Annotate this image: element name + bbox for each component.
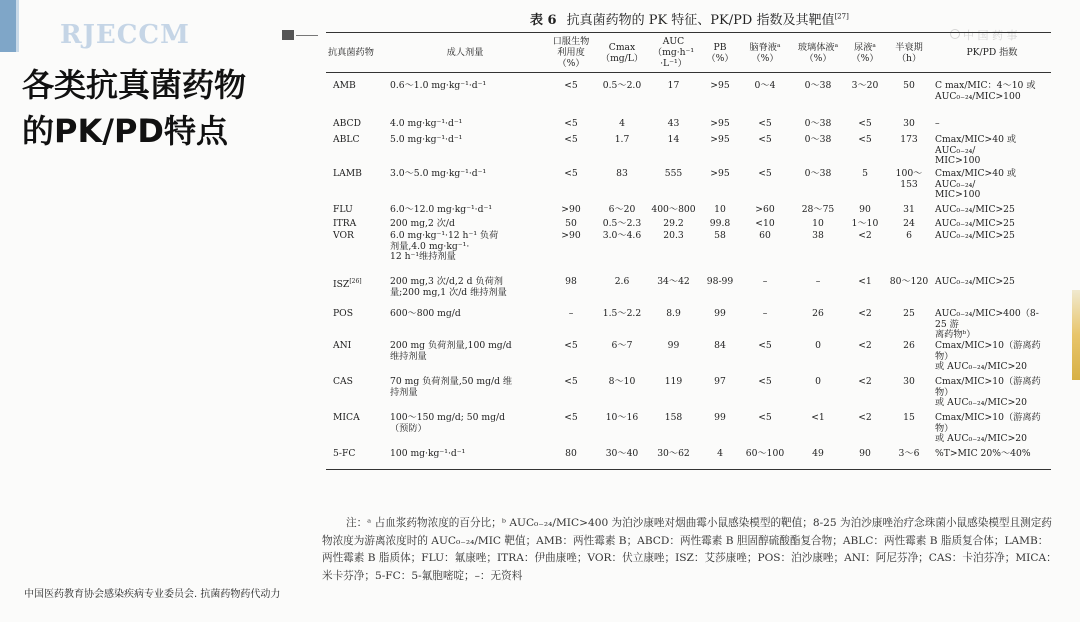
table-cell-dose: 200 mg 负荷剂量,100 mg/d 维持剂量 xyxy=(390,340,512,362)
table-cell-f: <5 xyxy=(564,168,578,179)
table-cell-t12: 3～6 xyxy=(885,449,933,470)
table-cell-csf: <5 xyxy=(758,340,772,351)
column-header: 尿液ᵃ （%） xyxy=(845,33,885,73)
table-cell-pb: 99 xyxy=(714,412,726,423)
table-cell-auc: 99 xyxy=(667,340,680,351)
table-cell-drug: ABLC xyxy=(333,134,360,145)
column-header: AUC （mg·h⁻¹ ·L⁻¹） xyxy=(646,33,701,73)
column-header: 抗真菌药物 xyxy=(326,33,386,73)
watermark-text: 中 国 药 事 xyxy=(963,29,1018,42)
table-cell-dose: 200 mg,3 次/d,2 d 负荷剂 量;200 mg,1 次/d 维持剂量 xyxy=(390,276,507,298)
table-cell-dose: 6.0 mg·kg⁻¹·12 h⁻¹ 负荷 剂量,4.0 mg·kg⁻¹· 12 h⁻¹维持剂量 xyxy=(390,230,499,262)
accent-bar-light xyxy=(16,0,19,52)
table-cell-cmax: 1.7 xyxy=(614,134,630,145)
table-body xyxy=(326,73,1051,470)
table-cell-drug: AMB xyxy=(333,80,356,91)
table-cell-t12: 26 xyxy=(903,340,915,351)
table-cell-dose: 3.0～5.0 mg·kg⁻¹·d⁻¹ xyxy=(390,168,487,179)
table-header-row xyxy=(326,33,1051,73)
table-cell-pkpd: AUC₀₋₂₄/MIC>400（8-25 游 离药物ᵇ） xyxy=(935,308,1039,340)
table-notes: 注：ᵃ 占血浆药物浓度的百分比；ᵇ AUC₀₋₂₄/MIC>400 为泊沙康唑对烟曲霉小鼠感染模型的靶值；8-25 为泊沙康唑治疗念珠菌小鼠感染模型且测定药物浓度为游离浓度时的 AUC₀₋₂₄/MIC 靶值；AMB：两性霉素 B；ABCD：两性霉素 B 胆固醇硫酸酯复合物；ABLC：两性霉素 B 脂质复合体；LAMB：两性霉素 B 脂质体；FLU：氟康唑；ITRA：伊曲康唑；VOR：伏立康唑；ISZ：艾莎康唑；POS：泊沙康唑；ANI：阿尼芬净；CAS：卡泊芬净；MICA：米卡芬净；5-FC：5-氟胞嘧啶；–：无资料 xyxy=(322,517,1057,582)
table-row xyxy=(326,119,1051,135)
table-cell-f: >90 xyxy=(561,204,581,215)
table-cell-f: 80 xyxy=(544,449,598,470)
bullet-marker xyxy=(282,30,294,40)
table-cell-cmax: 2.6 xyxy=(614,276,630,287)
table-cell-vit: 0 xyxy=(815,376,821,387)
table-cell-auc: 29.2 xyxy=(663,218,684,229)
table-cell-auc: 30～62 xyxy=(646,449,701,470)
table-cell-urine: 3～20 xyxy=(851,80,879,91)
table-cell-pkpd: AUC₀₋₂₄/MIC>25 xyxy=(935,276,1015,287)
table-cell-pb: 84 xyxy=(714,340,726,351)
table-cell-drug: 5-FC xyxy=(326,449,386,470)
table-cell-csf: <5 xyxy=(758,412,772,423)
table-cell-pkpd: AUC₀₋₂₄/MIC>25 xyxy=(935,218,1015,229)
table-cell-dose: 0.6～1.0 mg·kg⁻¹·d⁻¹ xyxy=(390,80,487,91)
table-cell-urine: 90 xyxy=(859,204,871,215)
caption-text: 抗真菌药物的 PK 特征、PK/PD 指数及其靶值 xyxy=(566,13,835,28)
table-cell-f: <5 xyxy=(564,134,578,145)
table-cell-urine: 90 xyxy=(845,449,885,470)
table-cell-f: – xyxy=(568,308,574,319)
table-cell-t12: 24 xyxy=(903,218,915,229)
table-cell-csf: 0～4 xyxy=(754,80,776,91)
table-cell-vit: – xyxy=(815,276,821,287)
column-header: 玻璃体液ᵃ （%） xyxy=(791,33,845,73)
table-cell-drug: POS xyxy=(333,308,354,319)
table-cell-t12: 100～153 xyxy=(895,168,923,190)
table-cell-pkpd: Cmax/MIC>10（游离药物） 或 AUC₀₋₂₄/MIC>20 xyxy=(935,340,1041,372)
table-cell-vit: 0～38 xyxy=(804,118,832,129)
table-cell-urine: 5 xyxy=(862,168,868,179)
table-cell-t12: 31 xyxy=(903,204,915,215)
table-cell-t12: 25 xyxy=(903,308,915,319)
slide-title-line-1: 各类抗真菌药物 xyxy=(22,66,247,104)
table-cell-t12: 15 xyxy=(903,412,915,423)
table-cell-pkpd: AUC₀₋₂₄/MIC>25 xyxy=(935,204,1015,215)
table-cell-dose: 600～800 mg/d xyxy=(390,308,461,319)
table-cell-auc: 43 xyxy=(667,118,680,129)
table-cell-t12: 50 xyxy=(903,80,915,91)
table-cell-pkpd: Cmax/MIC>40 或 AUC₀₋₂₄/ MIC>100 xyxy=(935,134,1017,166)
table-cell-drug: FLU xyxy=(333,204,353,215)
table-cell-drug: ITRA xyxy=(333,218,357,229)
table-cell-f: <5 xyxy=(564,412,578,423)
table-cell-auc: 8.9 xyxy=(666,308,681,319)
table-cell-urine: 1～10 xyxy=(851,218,879,229)
table-cell-f: 50 xyxy=(565,218,577,229)
table-row xyxy=(326,73,1051,120)
marker-line xyxy=(296,35,318,36)
table-cell-csf: – xyxy=(762,276,768,287)
table-cell-cmax: 4 xyxy=(619,118,625,129)
column-header: PK/PD 指数 xyxy=(933,33,1051,73)
table-row xyxy=(326,413,1051,449)
accent-bar xyxy=(0,0,16,52)
edge-decoration xyxy=(1072,290,1080,380)
table-cell-pkpd: Cmax/MIC>10（游离药物） 或 AUC₀₋₂₄/MIC>20 xyxy=(935,376,1041,408)
table-cell-pb: 10 xyxy=(714,204,726,215)
footer-citation: 中国医药教育协会感染疾病专业委员会. 抗菌药物药代动力 xyxy=(24,589,281,600)
table-cell-f: <5 xyxy=(564,80,578,91)
table-cell-csf: 60～100 xyxy=(739,449,791,470)
table-cell-pkpd: Cmax/MIC>10（游离药物） 或 AUC₀₋₂₄/MIC>20 xyxy=(935,412,1041,444)
table-cell-f: <5 xyxy=(564,340,578,351)
table-cell-vit: <1 xyxy=(811,412,825,423)
table-cell-pkpd: Cmax/MIC>40 或 AUC₀₋₂₄/ MIC>100 xyxy=(935,168,1017,200)
table-cell-pb: >95 xyxy=(710,168,730,179)
table-cell-auc: 400～800 xyxy=(651,204,696,215)
table-cell-csf: 60 xyxy=(759,230,771,241)
column-header: PB （%） xyxy=(701,33,739,73)
slide-title-line-2: 的PK/PD特点 xyxy=(22,112,228,150)
table-cell-csf: <10 xyxy=(755,218,775,229)
table-cell-t12: 6 xyxy=(906,230,912,241)
table-row xyxy=(326,377,1051,413)
table-cell-t12: 80～120 xyxy=(889,276,929,287)
table-cell-pkpd: – xyxy=(935,118,940,129)
table-cell-urine: <2 xyxy=(858,308,872,319)
table-cell-f: <5 xyxy=(564,118,578,129)
table-cell-cmax: 1.5～2.2 xyxy=(602,308,642,319)
table-cell-pb: 4 xyxy=(701,449,739,470)
table-cell-csf: >60 xyxy=(755,204,775,215)
table-cell-t12: 30 xyxy=(903,376,915,387)
table-cell-auc: 555 xyxy=(664,168,683,179)
table-cell-cmax: 30～40 xyxy=(598,449,646,470)
table-cell-f: >90 xyxy=(561,230,581,241)
caption-ref: [27] xyxy=(834,12,849,21)
table-cell-vit: 38 xyxy=(812,230,824,241)
table-row xyxy=(326,309,1051,341)
table-row xyxy=(326,449,1051,470)
table-cell-csf: <5 xyxy=(758,376,772,387)
table-cell-t12: 173 xyxy=(900,134,918,145)
table-cell-drug: LAMB xyxy=(333,168,362,179)
table-cell-drug: CAS xyxy=(333,376,353,387)
table-cell-pb: 97 xyxy=(714,376,726,387)
table-cell-dose: 5.0 mg·kg⁻¹·d⁻¹ xyxy=(390,134,463,145)
table-cell-cmax: 6～7 xyxy=(611,340,633,351)
table-cell-vit: 0～38 xyxy=(804,80,832,91)
table-cell-drug: MICA xyxy=(333,412,360,423)
table-cell-dose: 100～150 mg/d; 50 mg/d （预防） xyxy=(390,412,505,434)
pk-table xyxy=(326,32,1051,470)
table-caption xyxy=(530,9,849,28)
table-row xyxy=(326,231,1051,277)
table-cell-drug: VOR xyxy=(333,230,354,241)
table-cell-pb: 99.8 xyxy=(709,218,731,229)
table-cell-csf: <5 xyxy=(758,118,772,129)
table-cell-auc: 17 xyxy=(667,80,680,91)
table-cell-auc: 20.3 xyxy=(663,230,684,241)
table-row xyxy=(326,135,1051,169)
table-cell-cmax: 0.5～2.3 xyxy=(602,218,642,229)
table-row xyxy=(326,169,1051,205)
table-cell-auc: 119 xyxy=(664,376,683,387)
table-cell-dose: 6.0～12.0 mg·kg⁻¹·d⁻¹ xyxy=(390,204,493,215)
table-cell-pb: 99 xyxy=(714,308,726,319)
table-cell-vit: 0～38 xyxy=(804,168,832,179)
table-cell-cmax: 0.5～2.0 xyxy=(602,80,642,91)
table-cell-csf: <5 xyxy=(758,168,772,179)
table-cell-cmax: 3.0～4.6 xyxy=(602,230,642,241)
table-cell-f: <5 xyxy=(564,376,578,387)
table-cell-csf: <5 xyxy=(758,134,772,145)
table-cell-dose: 100 mg·kg⁻¹·d⁻¹ xyxy=(386,449,544,470)
table-cell-urine: <2 xyxy=(858,230,872,241)
table-cell-pb: >95 xyxy=(710,118,730,129)
table-cell-t12: 30 xyxy=(903,118,915,129)
journal-logo: RJECCM xyxy=(60,20,190,50)
table-cell-urine: <2 xyxy=(858,412,872,423)
caption-label: 表 6 xyxy=(530,13,557,28)
table-cell-auc: 14 xyxy=(667,134,680,145)
table-cell-vit: 10 xyxy=(812,218,824,229)
table-cell-urine: <5 xyxy=(858,134,872,145)
table-cell-vit: 0 xyxy=(815,340,821,351)
table-cell-vit: 0～38 xyxy=(804,134,832,145)
table-cell-dose: 200 mg,2 次/d xyxy=(390,218,455,229)
table-cell-pb: >95 xyxy=(710,134,730,145)
table-cell-dose: 4.0 mg·kg⁻¹·d⁻¹ xyxy=(390,118,463,129)
table-cell-cmax: 8～10 xyxy=(608,376,636,387)
table-cell-pkpd: C max/MIC：4～10 或 AUC₀₋₂₄/MIC>100 xyxy=(935,80,1036,102)
table-cell-drug: ANI xyxy=(333,340,352,351)
table-cell-pkpd: AUC₀₋₂₄/MIC>25 xyxy=(935,230,1015,241)
table-cell-urine: <1 xyxy=(858,276,872,287)
column-header: 半衰期 （h） xyxy=(885,33,933,73)
table-cell-cmax: 6～20 xyxy=(608,204,636,215)
table-cell-f: 98 xyxy=(565,276,577,287)
table-cell-csf: – xyxy=(762,308,768,319)
column-header: Cmax （mg/L） xyxy=(598,33,646,73)
table-row xyxy=(326,341,1051,377)
table-cell-vit: 26 xyxy=(812,308,824,319)
table-row xyxy=(326,277,1051,309)
table-cell-vit: 49 xyxy=(791,449,845,470)
table-cell-pb: >95 xyxy=(710,80,730,91)
table-cell-pb: 58 xyxy=(714,230,726,241)
table-cell-cmax: 10～16 xyxy=(605,412,639,423)
table-cell-urine: <2 xyxy=(858,340,872,351)
table-cell-auc: 34～42 xyxy=(657,276,690,287)
table-cell-urine: <2 xyxy=(858,376,872,387)
table-cell-vit: 28～75 xyxy=(801,204,835,215)
table-row xyxy=(326,205,1051,219)
column-header: 成人剂量 xyxy=(386,33,544,73)
table-cell-cmax: 83 xyxy=(616,168,628,179)
table-cell-drug: ABCD xyxy=(333,118,361,129)
table-cell-drug: ISZ[26] xyxy=(333,278,362,291)
slide-title xyxy=(22,62,246,154)
table-cell-urine: <5 xyxy=(858,118,872,129)
column-header: 脑脊液ᵃ （%） xyxy=(739,33,791,73)
table-cell-pkpd: %T>MIC 20%～40% xyxy=(933,449,1051,470)
table-cell-auc: 158 xyxy=(664,412,683,423)
table-cell-pb: 98-99 xyxy=(706,276,734,287)
table-cell-dose: 70 mg 负荷剂量,50 mg/d 维 持剂量 xyxy=(390,376,513,398)
column-header: 口服生物 利用度 （%） xyxy=(544,33,598,73)
